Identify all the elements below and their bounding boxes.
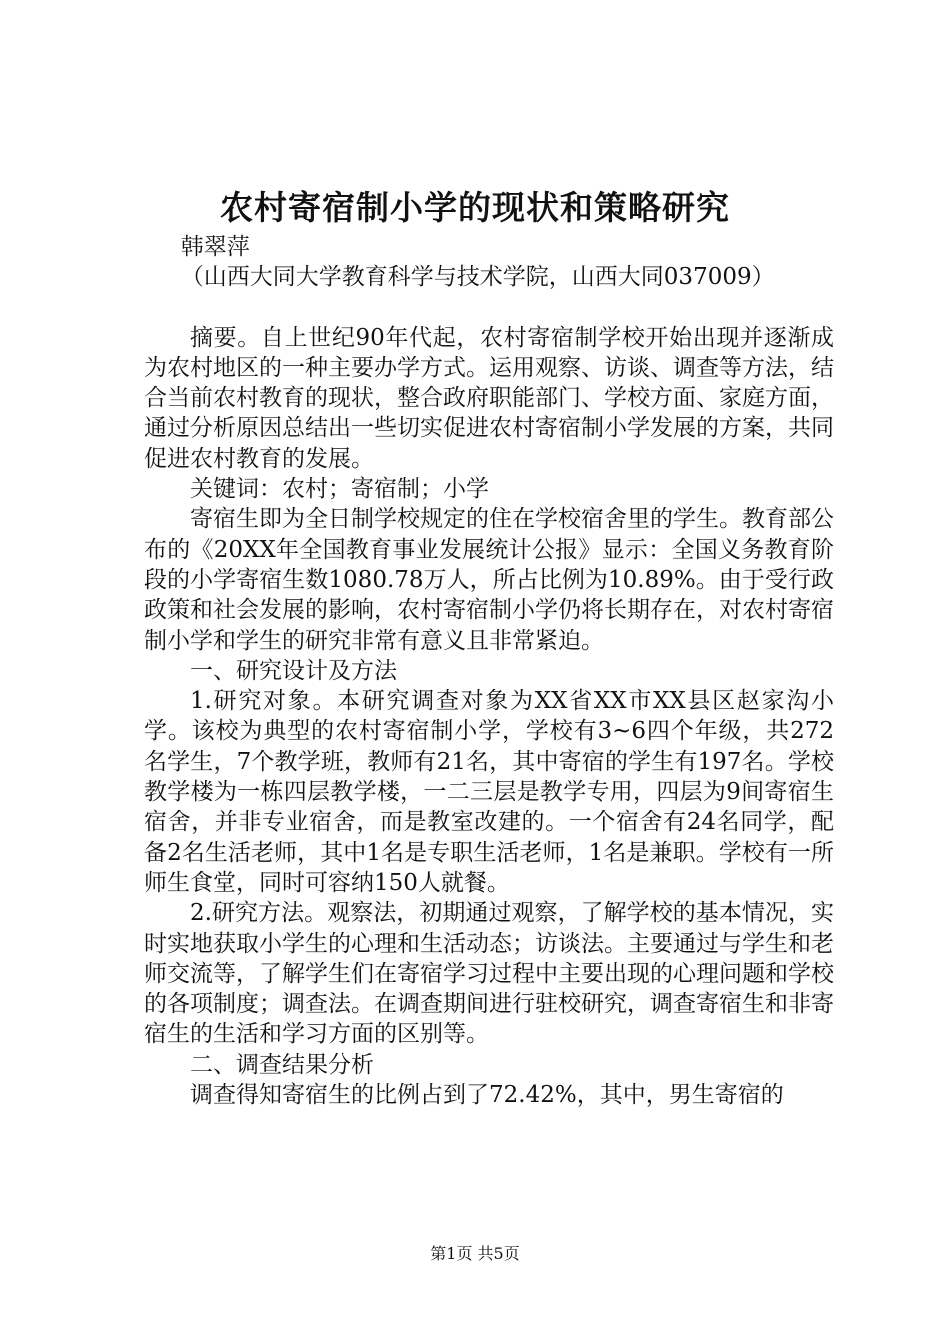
intro-paragraph: 寄宿生即为全日制学校规定的住在学校宿舍里的学生。教育部公布的《20XX年全国教育事业发展统计公报》显示：全国义务教育阶段的小学寄宿生数1080.78万人，所占比例为10.89%。由于受行政政策和社会发展的影响，农村寄宿制小学仍将长期存在，对农村寄宿制小学和学生的研究非常有意义且非常紧迫。 (144, 506, 834, 654)
results-paragraph: 调查得知寄宿生的比例占到了72.42%，其中，男生寄宿的 (190, 1082, 784, 1109)
section-heading-2: 二、调查结果分析 (190, 1051, 374, 1078)
research-object-paragraph: 1.研究对象。本研究调查对象为XX省XX市XX县区赵家沟小学。该校为典型的农村寄宿制小学，学校有3~6四个年级，共272名学生，7个教学班，教师有21名，其中寄宿的学生有197名。学校教学楼为一栋四层教学楼，一二三层是教学专用，四层为9间寄宿生宿舍，并非专业宿舍，而是教室改建的。一个宿舍有24名同学，配备2名生活老师，其中1名是专职生活老师，1名是兼职。学校有一所师生食堂，同时可容纳150人就餐。 (144, 688, 834, 896)
section-heading-1: 一、研究设计及方法 (190, 657, 397, 684)
research-method-paragraph: 2.研究方法。观察法，初期通过观察，了解学校的基本情况，实时实地获取小学生的心理和生活动态；访谈法。主要通过与学生和老师交流等，了解学生们在寄宿学习过程中主要出现的心理问题和学校的各项制度；调查法。在调查期间进行驻校研究，调查寄宿生和非寄宿生的生活和学习方面的区别等。 (144, 900, 834, 1048)
abstract-paragraph: 摘要。自上世纪90年代起，农村寄宿制学校开始出现并逐渐成为农村地区的一种主要办学方式。运用观察、访谈、调查等方法，结合当前农村教育的现状，整合政府职能部门、学校方面、家庭方面，通过分析原因总结出一些切实促进农村寄宿制小学发展的方案，共同促进农村教育的发展。 (144, 324, 834, 472)
document-title: 农村寄宿制小学的现状和策略研究 (220, 188, 730, 227)
page-footer: 第1页 共5页 (430, 1244, 520, 1263)
keywords-line: 关键词：农村；寄宿制；小学 (190, 476, 489, 503)
blank-line (144, 293, 834, 323)
affiliation-line: （山西大同大学教育科学与技术学院，山西大同037009） (180, 264, 775, 291)
document-body (144, 232, 834, 1110)
author-line: 韩翠萍 (180, 234, 250, 260)
